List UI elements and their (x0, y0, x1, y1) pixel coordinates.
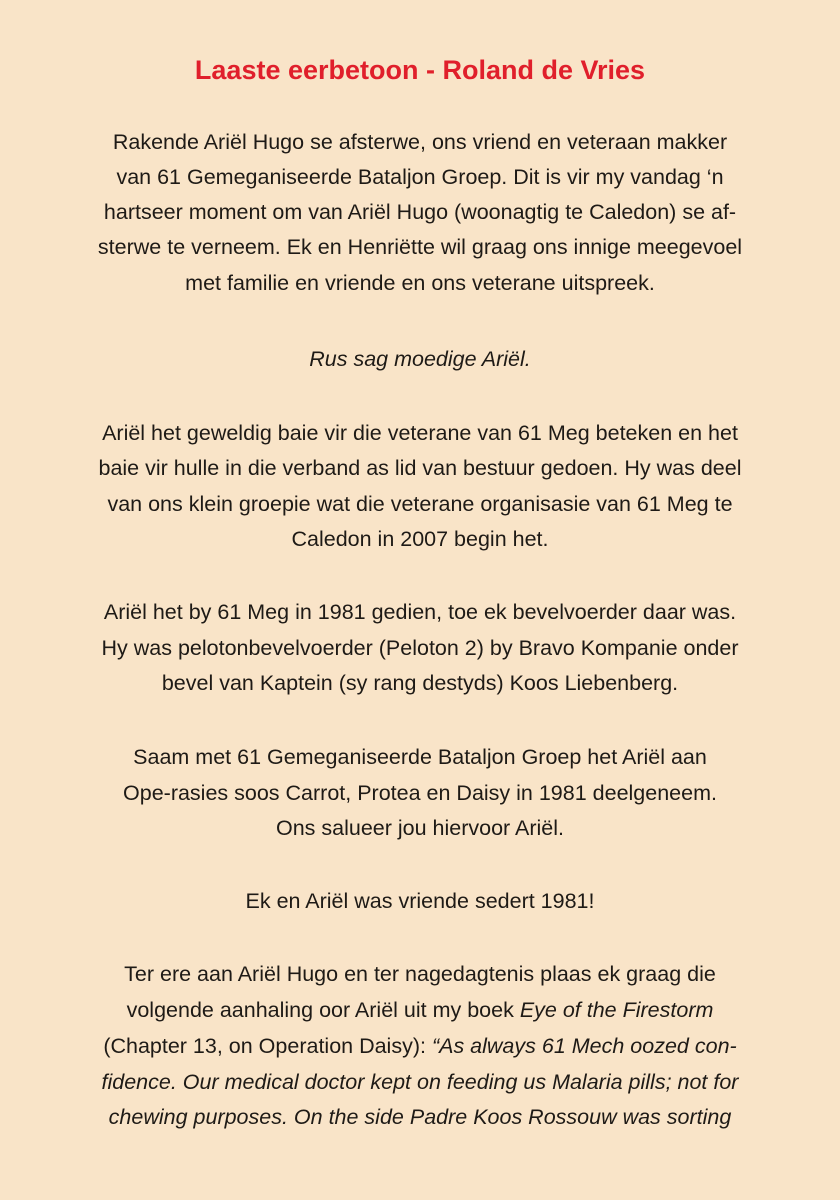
text-line: van 61 Gemeganiseerde Bataljon Groep. Dit is vir my vandag ‘n (116, 165, 724, 189)
text-line (0, 1031, 840, 1061)
text-line: Caledon in 2007 begin het. (291, 527, 549, 551)
text-line: Ons salueer jou hiervoor Ariël. (275, 816, 564, 840)
text-line: Ariël het geweldig baie vir die veterane van 61 Meg beteken en het (102, 421, 738, 445)
text-line: Hy was pelotonbevelvoerder (Peloton 2) by Bravo Kompanie onder (101, 636, 739, 660)
text-segment: (Chapter 13, on Operation Daisy): (103, 1034, 432, 1058)
text-line: Ter ere aan Ariël Hugo en ter nagedagtenis plaas ek graag die (124, 962, 716, 986)
quote-text: “As always 61 Mech oozed con- (431, 1034, 737, 1058)
quote-line: chewing purposes. On the side Padre Koos Rossouw was sorting (108, 1105, 732, 1129)
text-line: met familie en vriende en ons veterane uitspreek. (185, 271, 655, 295)
text-line: baie vir hulle in die verband as lid van bestuur gedoen. Hy was deel (98, 456, 742, 480)
text-line: Ope-rasies soos Carrot, Protea en Daisy in 1981 deelgeneem. (123, 781, 717, 805)
text-line: sterwe te verneem. Ek en Henriëtte wil graag ons innige meegevoel (97, 235, 743, 259)
text-line: Ariël het by 61 Meg in 1981 gedien, toe ek bevelvoerder daar was. (103, 600, 737, 624)
book-title: Eye of the Firestorm (519, 998, 714, 1022)
page-title: Laaste eerbetoon - Roland de Vries (194, 55, 646, 85)
text-line: Saam met 61 Gemeganiseerde Bataljon Groep het Ariël aan (133, 745, 707, 769)
text-line: Rakende Ariël Hugo se afsterwe, ons vriend en veteraan makker (112, 130, 728, 154)
text-line: van ons klein groepie wat die veterane organisasie van 61 Meg te (107, 492, 733, 516)
text-line: hartseer moment om van Ariël Hugo (woonagtig te Caledon) se af- (103, 200, 737, 224)
quote-line: fidence. Our medical doctor kept on feeding us Malaria pills; not for (101, 1070, 739, 1094)
text-line: Rus sag moedige Ariël. (309, 347, 531, 371)
text-line (0, 995, 840, 1025)
text-line: Ek en Ariël was vriende sedert 1981! (245, 889, 595, 913)
text-line: bevel van Kaptein (sy rang destyds) Koos Liebenberg. (161, 671, 679, 695)
text-segment: volgende aanhaling oor Ariël uit my boek (126, 998, 520, 1022)
